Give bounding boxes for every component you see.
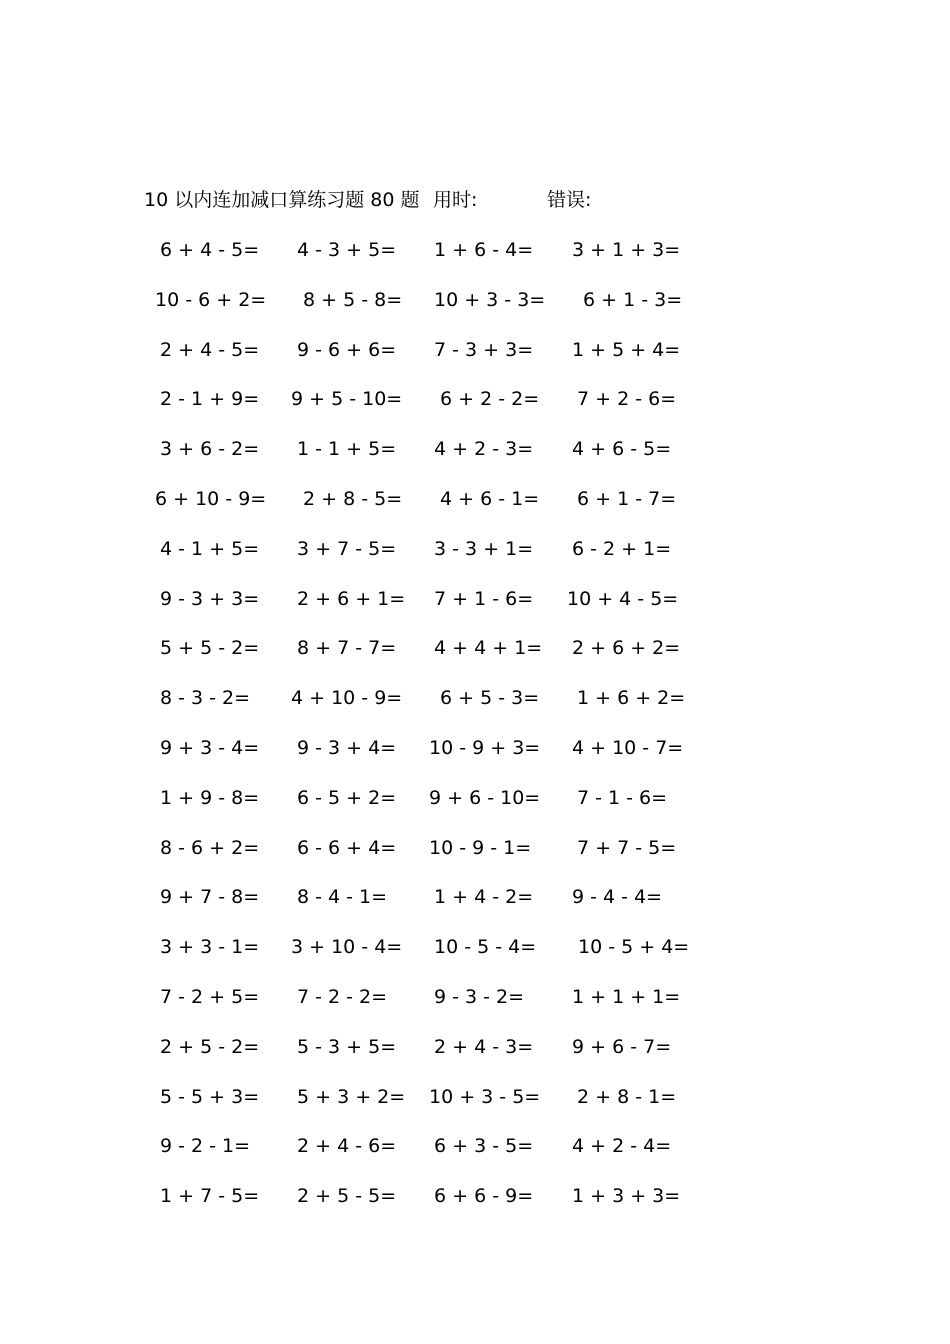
arithmetic-problem: 4 + 4 + 1=	[434, 637, 543, 660]
arithmetic-problem: 7 - 2 + 5=	[160, 985, 260, 1008]
arithmetic-problem: 8 + 5 - 8=	[303, 288, 403, 311]
arithmetic-problem: 9 - 3 + 3=	[160, 587, 260, 610]
worksheet-header	[144, 186, 704, 214]
problem-row	[0, 1132, 950, 1182]
problem-row	[0, 734, 950, 784]
problem-row	[0, 1033, 950, 1083]
problem-row	[0, 485, 950, 535]
arithmetic-problem: 6 + 3 - 5=	[434, 1135, 534, 1158]
problem-row	[0, 883, 950, 933]
time-used-label: 用时:	[433, 189, 478, 211]
problem-row	[0, 784, 950, 834]
arithmetic-problem: 2 - 1 + 9=	[160, 388, 260, 411]
arithmetic-problem: 7 - 1 - 6=	[577, 786, 668, 809]
arithmetic-problem: 4 + 2 - 4=	[572, 1135, 672, 1158]
problem-row	[0, 1182, 950, 1232]
arithmetic-problem: 2 + 5 - 5=	[297, 1185, 397, 1208]
arithmetic-problem: 9 - 3 - 2=	[434, 985, 525, 1008]
arithmetic-problem: 7 + 2 - 6=	[577, 388, 677, 411]
arithmetic-problem: 6 + 6 - 9=	[434, 1185, 534, 1208]
arithmetic-problem: 6 + 1 - 3=	[583, 288, 683, 311]
problem-grid	[0, 236, 950, 1232]
arithmetic-problem: 1 + 4 - 2=	[434, 886, 534, 909]
arithmetic-problem: 7 + 7 - 5=	[577, 836, 677, 859]
problem-row	[0, 634, 950, 684]
arithmetic-problem: 9 - 6 + 6=	[297, 338, 397, 361]
arithmetic-problem: 2 + 4 - 3=	[434, 1035, 534, 1058]
arithmetic-problem: 3 + 10 - 4=	[291, 936, 403, 959]
arithmetic-problem: 7 - 2 - 2=	[297, 985, 388, 1008]
arithmetic-problem: 3 + 1 + 3=	[572, 239, 681, 261]
arithmetic-problem: 6 + 2 - 2=	[440, 388, 540, 411]
arithmetic-problem: 4 - 1 + 5=	[160, 537, 260, 560]
problem-row	[0, 1083, 950, 1133]
arithmetic-problem: 6 - 5 + 2=	[297, 786, 397, 809]
arithmetic-problem: 4 + 6 - 1=	[440, 487, 540, 510]
arithmetic-problem: 1 + 6 + 2=	[577, 687, 686, 710]
arithmetic-problem: 10 + 3 - 3=	[434, 288, 546, 311]
arithmetic-problem: 9 + 6 - 10=	[429, 786, 541, 809]
problem-row	[0, 933, 950, 983]
arithmetic-problem: 10 - 9 + 3=	[429, 736, 541, 759]
problem-row	[0, 983, 950, 1033]
problem-row	[0, 286, 950, 336]
problem-row	[0, 385, 950, 435]
problem-row	[0, 684, 950, 734]
arithmetic-problem: 4 + 10 - 7=	[572, 736, 684, 759]
arithmetic-problem: 3 + 3 - 1=	[160, 936, 260, 959]
arithmetic-problem: 3 + 7 - 5=	[297, 537, 397, 560]
arithmetic-problem: 1 + 3 + 3=	[572, 1185, 681, 1208]
arithmetic-problem: 1 + 7 - 5=	[160, 1185, 260, 1208]
worksheet-title: 10 以内连加减口算练习题 80 题	[144, 189, 420, 211]
arithmetic-problem: 9 - 3 + 4=	[297, 736, 397, 759]
arithmetic-problem: 3 + 6 - 2=	[160, 438, 260, 461]
problem-row	[0, 585, 950, 635]
arithmetic-problem: 10 - 9 - 1=	[429, 836, 532, 859]
arithmetic-problem: 4 + 6 - 5=	[572, 438, 672, 461]
arithmetic-problem: 7 + 1 - 6=	[434, 587, 534, 610]
arithmetic-problem: 8 - 3 - 2=	[160, 687, 251, 710]
arithmetic-problem: 2 + 6 + 1=	[297, 587, 406, 610]
arithmetic-problem: 8 + 7 - 7=	[297, 637, 397, 660]
arithmetic-problem: 4 - 3 + 5=	[297, 239, 397, 261]
arithmetic-problem: 9 + 3 - 4=	[160, 736, 260, 759]
arithmetic-problem: 10 - 5 - 4=	[434, 936, 537, 959]
arithmetic-problem: 5 + 5 - 2=	[160, 637, 260, 660]
arithmetic-problem: 8 - 4 - 1=	[297, 886, 388, 909]
arithmetic-problem: 7 - 3 + 3=	[434, 338, 534, 361]
arithmetic-problem: 6 + 10 - 9=	[155, 487, 267, 510]
problem-row	[0, 435, 950, 485]
problem-row	[0, 834, 950, 884]
arithmetic-problem: 10 + 4 - 5=	[567, 587, 679, 610]
arithmetic-problem: 3 - 3 + 1=	[434, 537, 534, 560]
arithmetic-problem: 2 + 8 - 1=	[577, 1085, 677, 1108]
arithmetic-problem: 10 + 3 - 5=	[429, 1085, 541, 1108]
arithmetic-problem: 5 - 5 + 3=	[160, 1085, 260, 1108]
arithmetic-problem: 1 + 5 + 4=	[572, 338, 681, 361]
arithmetic-problem: 6 + 4 - 5=	[160, 239, 260, 261]
arithmetic-problem: 1 - 1 + 5=	[297, 438, 397, 461]
arithmetic-problem: 9 - 2 - 1=	[160, 1135, 251, 1158]
arithmetic-problem: 6 - 2 + 1=	[572, 537, 672, 560]
arithmetic-problem: 8 - 6 + 2=	[160, 836, 260, 859]
arithmetic-problem: 4 + 2 - 3=	[434, 438, 534, 461]
arithmetic-problem: 9 + 6 - 7=	[572, 1035, 672, 1058]
arithmetic-problem: 2 + 8 - 5=	[303, 487, 403, 510]
arithmetic-problem: 6 + 5 - 3=	[440, 687, 540, 710]
arithmetic-problem: 5 + 3 + 2=	[297, 1085, 406, 1108]
problem-row	[0, 535, 950, 585]
arithmetic-problem: 10 - 5 + 4=	[578, 936, 690, 959]
problem-row	[0, 236, 950, 286]
arithmetic-problem: 4 + 10 - 9=	[291, 687, 403, 710]
arithmetic-problem: 6 - 6 + 4=	[297, 836, 397, 859]
arithmetic-problem: 1 + 9 - 8=	[160, 786, 260, 809]
error-count-label: 错误:	[547, 189, 592, 211]
arithmetic-problem: 9 - 4 - 4=	[572, 886, 663, 909]
arithmetic-problem: 9 + 5 - 10=	[291, 388, 403, 411]
arithmetic-problem: 2 + 6 + 2=	[572, 637, 681, 660]
arithmetic-problem: 5 - 3 + 5=	[297, 1035, 397, 1058]
arithmetic-problem: 9 + 7 - 8=	[160, 886, 260, 909]
arithmetic-problem: 2 + 5 - 2=	[160, 1035, 260, 1058]
arithmetic-problem: 6 + 1 - 7=	[577, 487, 677, 510]
arithmetic-problem: 1 + 6 - 4=	[434, 239, 534, 261]
arithmetic-problem: 2 + 4 - 5=	[160, 338, 260, 361]
arithmetic-problem: 10 - 6 + 2=	[155, 288, 267, 311]
arithmetic-problem: 1 + 1 + 1=	[572, 985, 681, 1008]
problem-row	[0, 336, 950, 386]
arithmetic-problem: 2 + 4 - 6=	[297, 1135, 397, 1158]
